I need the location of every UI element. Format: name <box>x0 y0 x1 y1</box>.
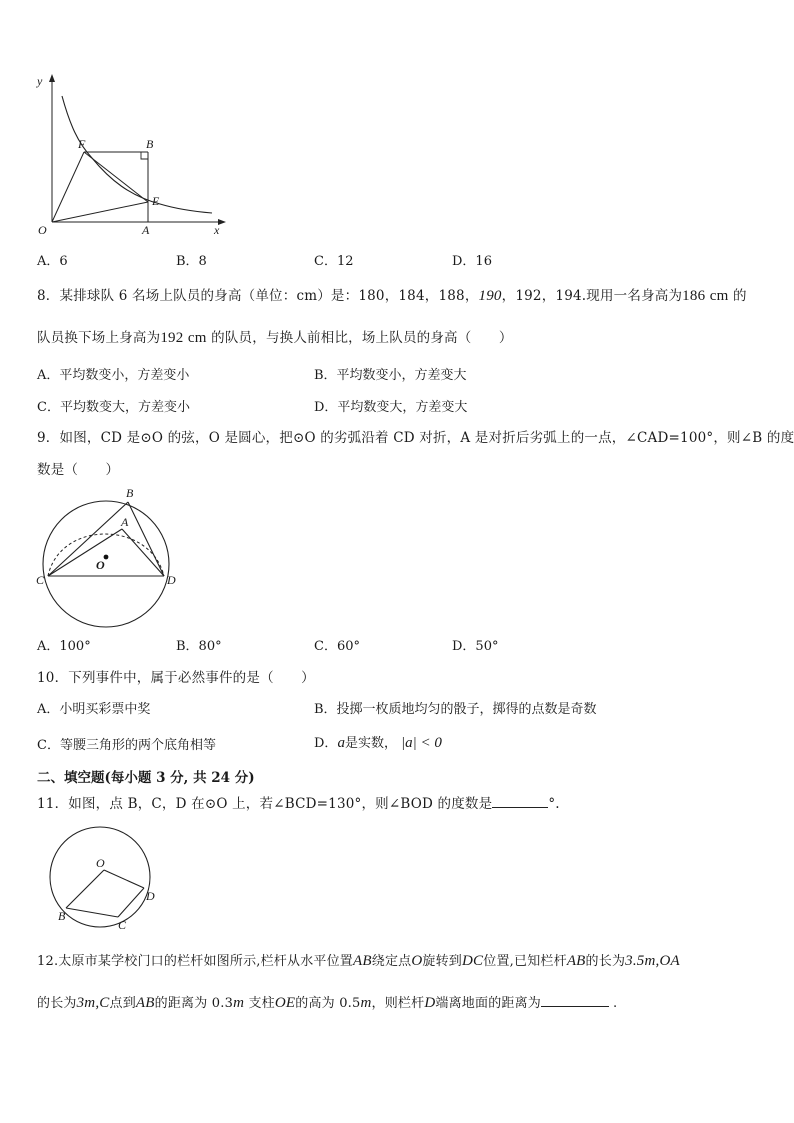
segment-CB <box>48 502 128 576</box>
q12-var-OE: OE <box>274 995 296 1011</box>
q12-var-O: O <box>411 953 423 969</box>
q12-var-AB2: AB <box>566 953 586 969</box>
q8-text: 队员换下场上身高为 <box>37 330 161 346</box>
q10-option-c: C．等腰三角形的两个底角相等 <box>37 738 216 753</box>
q8-text: 的队员，与换人前相比，场上队员的身高（ ） <box>211 330 513 346</box>
q10-d-var: a <box>337 735 345 751</box>
segment-AD <box>122 529 164 576</box>
segment-CA <box>48 529 122 576</box>
q12-text: 点到 <box>109 996 136 1011</box>
q8-unit-cm: cm <box>187 330 207 346</box>
q7-option-b: B．8 <box>176 254 207 269</box>
y-axis-arrow <box>49 74 55 82</box>
label-B: B <box>146 137 154 151</box>
q11-text: 11．如图，点 B，C，D 在⊙O 上，若∠BCD=130°，则∠BOD 的度数是 <box>37 796 493 812</box>
q12-answer-blank[interactable] <box>541 994 609 1007</box>
q9-option-b: B．80° <box>176 639 222 654</box>
q12-text: 12.太原市某学校门口的栏杆如图所示,栏杆从水平位置 <box>37 954 354 969</box>
label-x: x <box>214 223 220 237</box>
q8-line2 <box>37 326 513 347</box>
q12-unit-m: m <box>233 995 245 1011</box>
figure-q9-circle <box>0 480 794 630</box>
q11-stem <box>37 792 560 812</box>
q12-text: 的高为 0.5 <box>295 996 361 1011</box>
segment-OE <box>52 202 148 222</box>
q8-option-a: A．平均数变小，方差变小 <box>37 368 190 383</box>
q8-text: 8．某排球队 6 名场上队员的身高（单位：cm）是：180，184，188， <box>37 288 479 304</box>
q12-line1 <box>37 950 680 970</box>
segment-OD <box>104 870 144 888</box>
q7-option-c: C．12 <box>314 254 354 269</box>
label-D: D <box>167 573 176 587</box>
q12-var-D: D <box>424 995 436 1011</box>
q9-option-d: D．50° <box>452 639 499 654</box>
segment-BD <box>128 502 164 576</box>
label-F: F <box>78 137 86 151</box>
q8-unit-cm: cm <box>709 288 729 304</box>
label-y: y <box>37 74 43 88</box>
label-B: B <box>58 909 66 923</box>
label-O: O <box>96 558 105 572</box>
q12-var-AB: AB <box>353 953 372 969</box>
label-E: E <box>152 194 160 208</box>
q7-option-a: A．6 <box>37 254 68 269</box>
q12-var-DC: DC <box>462 953 484 969</box>
q12-text: 绕定点 <box>371 954 412 969</box>
label-A: A <box>121 515 129 529</box>
segment-OF <box>52 152 84 222</box>
q11-text-end: °. <box>548 796 560 812</box>
q12-val-ab-length: 3.5m,OA <box>625 953 680 969</box>
q10-d-mid: 是实数， <box>344 736 397 751</box>
q12-unit-m2: m <box>360 995 372 1011</box>
q12-end: . <box>613 996 618 1011</box>
q12-text: 的长为 <box>585 954 626 969</box>
section-title-fill-in: 二、填空题(每小题 3 分, 共 24 分) <box>37 770 255 786</box>
q11-answer-blank[interactable] <box>492 795 548 808</box>
q12-text: 的长为 <box>37 996 77 1011</box>
q12-text: 支柱 <box>248 996 275 1011</box>
q12-text: 旋转到 <box>422 954 463 969</box>
q12-val-oa-length: 3m,C <box>76 995 110 1011</box>
q8-num-186: 186 <box>682 288 706 304</box>
q8-option-b: B．平均数变小，方差变大 <box>314 368 467 383</box>
label-D: D <box>146 889 155 903</box>
label-B: B <box>126 486 134 500</box>
q7-option-d: D．16 <box>452 254 492 269</box>
q8-text: ，192，194.现用一名身高为 <box>501 288 683 304</box>
q9-line2: 数是（ ） <box>37 462 120 478</box>
label-O: O <box>38 223 47 237</box>
q10-d-abs: |a| < 0 <box>400 735 442 751</box>
q8-num-190: 190 <box>478 288 502 304</box>
q8-option-c: C．平均数变大，方差变小 <box>37 400 190 415</box>
segment-BC <box>66 908 118 917</box>
q9-option-c: C．60° <box>314 639 360 654</box>
q12-text: 位置,已知栏杆 <box>483 954 567 969</box>
circle-O <box>43 501 169 627</box>
q10-option-b: B．投掷一枚质地均匀的骰子，掷得的点数是奇数 <box>314 702 597 717</box>
label-A: A <box>142 223 150 237</box>
q12-text: 端离地面的距离为 <box>435 996 541 1011</box>
right-angle-mark <box>141 152 148 159</box>
q12-var-AB3: AB <box>135 995 155 1011</box>
q10-stem: 10．下列事件中，属于必然事件的是（ ） <box>37 670 315 686</box>
label-C: C <box>118 918 127 932</box>
label-C: C <box>36 573 45 587</box>
figure-q7-hyperbola <box>0 0 794 240</box>
q10-option-d <box>314 732 442 752</box>
q8-option-d: D．平均数变大，方差变大 <box>314 400 468 415</box>
q12-text: 的距离为 0.3 <box>154 996 234 1011</box>
label-O: O <box>96 856 105 870</box>
q10-option-a: A．小明买彩票中奖 <box>37 702 151 717</box>
segment-OB <box>66 870 104 908</box>
figure-q11-circle <box>0 820 794 930</box>
segment-FE <box>84 152 148 202</box>
q8-text: 的 <box>733 288 747 304</box>
q8-line1 <box>37 284 747 305</box>
hyperbola-curve <box>62 96 212 213</box>
q12-line2 <box>37 992 617 1012</box>
q10-d-prefix: D． <box>314 736 338 751</box>
q8-num-192: 192 <box>160 330 184 346</box>
q12-text: ，则栏杆 <box>371 996 425 1011</box>
q9-line1: 9．如图，CD 是⊙O 的弦，O 是圆心，把⊙O 的劣弧沿着 CD 对折，A 是对折后劣弧上的一点，∠CAD=100°，则∠B 的度 <box>37 430 794 446</box>
q9-option-a: A．100° <box>37 639 91 654</box>
segment-CD <box>118 888 144 917</box>
